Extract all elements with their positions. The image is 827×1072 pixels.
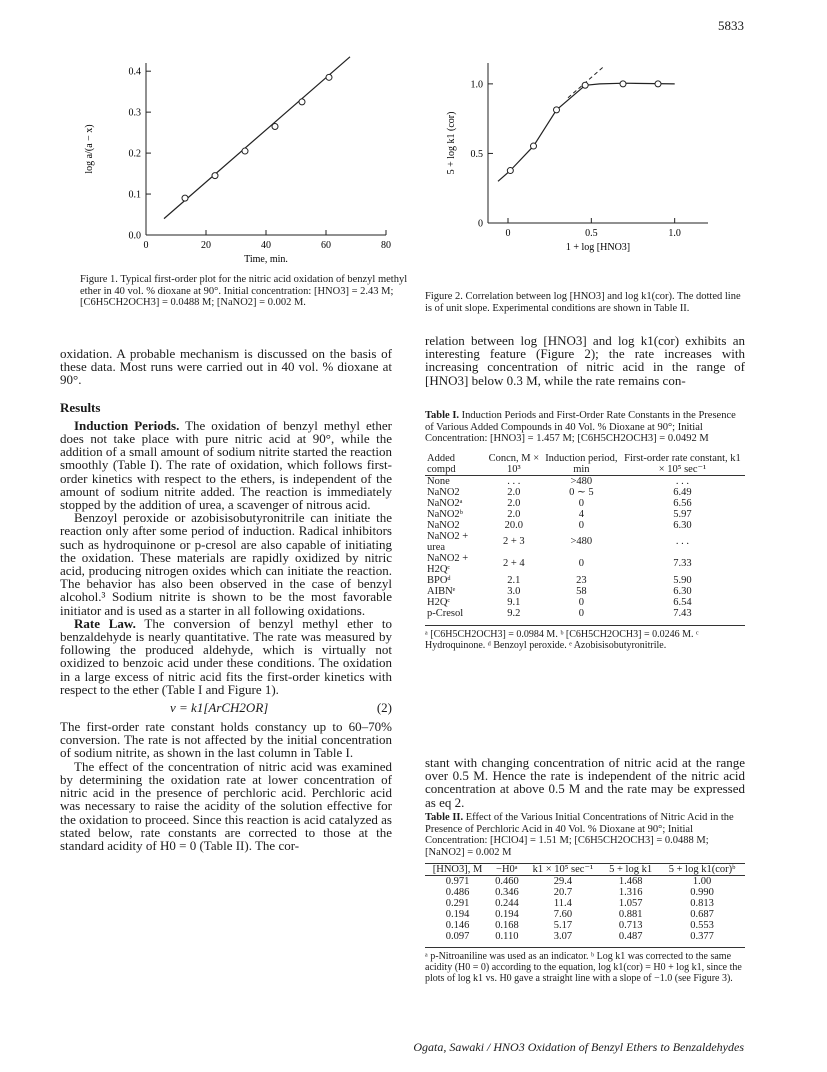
table-1-cell: 9.2 bbox=[507, 607, 521, 619]
table-2-cell: 0.194 bbox=[495, 909, 519, 920]
fit-line bbox=[164, 57, 350, 219]
table-1-cell: 0 bbox=[578, 497, 584, 509]
constant-paragraph: stant with changing concentration of nitric acid at the range over 0.5 M. Hence the rate is independent of the nitric acid concentration at above 0.5 M and the rate may be expressed as eq 2. bbox=[425, 755, 745, 810]
table-1-cell: >480 bbox=[570, 475, 593, 487]
table-2-cell: 0.346 bbox=[495, 887, 519, 898]
table-1-cell: 58 bbox=[576, 585, 587, 597]
table-row bbox=[425, 487, 745, 498]
ratelaw-heading: Rate Law. bbox=[74, 615, 136, 631]
dotted-line bbox=[568, 66, 605, 98]
page-number: 5833 bbox=[718, 18, 744, 33]
induction-paragraph bbox=[60, 419, 392, 511]
y-tick-label: 0.3 bbox=[128, 107, 141, 119]
table-1-cell: 2 + 4 bbox=[503, 558, 525, 569]
table-2-cell: 0.486 bbox=[445, 887, 470, 898]
equation-text: v = k1[ArCH2OR] bbox=[170, 700, 269, 716]
table-2-cell: 1.057 bbox=[618, 898, 643, 909]
table-2-cell: 0.990 bbox=[690, 887, 714, 898]
table-2-cell: 11.4 bbox=[553, 898, 572, 909]
running-footer: Ogata, Sawaki / HNO3 Oxidation of Benzyl Ethers to Benzaldehydes bbox=[413, 1040, 744, 1054]
data-point bbox=[531, 143, 537, 149]
ratelaw-paragraph bbox=[60, 617, 392, 696]
data-point bbox=[620, 81, 626, 87]
firstorder-paragraph: The first-order rate constant holds constancy up to 60–70% conversion. The rate is not affected by the initial concentration of sodium nitrite, as shown in the last column in Table I. bbox=[60, 719, 392, 761]
table-2-header-0: [HNO3], M bbox=[432, 864, 483, 875]
x-tick-label: 0.5 bbox=[585, 228, 598, 239]
table-2-cell: 1.468 bbox=[618, 876, 643, 887]
table-2-header-2: k1 × 10⁵ sec⁻¹ bbox=[532, 864, 594, 875]
results-heading: Results bbox=[60, 399, 101, 415]
table-1-cell: BPOᵈ bbox=[427, 574, 451, 586]
table-1-cell: 23 bbox=[576, 574, 587, 586]
data-point bbox=[272, 123, 278, 129]
table-1 bbox=[425, 410, 745, 651]
x-tick-label: 1.0 bbox=[668, 228, 681, 239]
induction-heading: Induction Periods. bbox=[74, 417, 180, 433]
data-point bbox=[554, 107, 560, 113]
table-row bbox=[425, 608, 745, 619]
table-1-cell: 6.30 bbox=[673, 519, 692, 531]
table-2-cell: 0.110 bbox=[495, 931, 519, 942]
y-tick-label: 0.4 bbox=[128, 66, 141, 78]
table-1-cell: . . . bbox=[675, 536, 690, 547]
table-1-cell: 5.90 bbox=[673, 574, 692, 586]
table-row bbox=[425, 887, 745, 898]
table-1-cell: None bbox=[427, 475, 450, 487]
table-1-cell: 9.1 bbox=[507, 596, 521, 608]
table-row bbox=[425, 520, 745, 531]
solid-curve bbox=[498, 83, 675, 181]
table-1-cell: NaNO2 bbox=[427, 486, 460, 498]
table-2-cell: 0.813 bbox=[690, 898, 714, 909]
x-tick-label: 80 bbox=[381, 240, 391, 251]
table-2 bbox=[425, 812, 745, 984]
table-row bbox=[425, 531, 745, 553]
table-1-cell: 2.1 bbox=[507, 574, 521, 586]
table-1-cell: 6.49 bbox=[673, 486, 692, 498]
data-point bbox=[182, 195, 188, 201]
table-2-footnote: ᵃ p-Nitroaniline was used as an indicator. ᵇ Log k1 was corrected to the same acidity (H0 = 0) according to the equation, log k1(cor) = H0 + log k1, since the plots of log k1 vs. H0 gave a straight line with a slope of −1.0 (see Figure 3). bbox=[425, 947, 745, 984]
right-column-top bbox=[425, 334, 745, 387]
table-1-cell: 2 + 3 bbox=[503, 536, 525, 547]
table-2-cell: 0.553 bbox=[690, 920, 714, 931]
table-1-cell: NaNO2ᵃ bbox=[427, 497, 463, 509]
table-1-cell: 20.0 bbox=[504, 519, 524, 531]
y-tick-label: 0.0 bbox=[128, 230, 141, 242]
table-row bbox=[425, 909, 745, 920]
table-2-cell: 0.377 bbox=[690, 931, 714, 942]
figure-2-caption: Figure 2. Correlation between log [HNO3] and log k1(cor). The dotted line is of unit slope. Experimental conditions are shown in Table II. bbox=[425, 291, 741, 314]
table-1-header-3: First-order rate constant, k1 × 10⁵ sec⁻¹ bbox=[624, 452, 741, 475]
intro-paragraph: oxidation. A probable mechanism is discussed on the basis of these data. Most runs were carried out in 40 vol. % dioxane at 90°. bbox=[60, 346, 392, 388]
table-1-cell: 6.30 bbox=[673, 585, 692, 597]
table-1-cell: NaNO2 + H2Qᶜ bbox=[427, 552, 469, 575]
left-column bbox=[60, 347, 392, 852]
table-1-cell: 2.0 bbox=[507, 497, 521, 509]
table-2-caption: Table II. Effect of the Various Initial Concentrations of Nitric Acid in the Presence of Perchloric Acid in 40 Vol. % Dioxane at 90°; Initial Concentration: [HClO4] = 1.51 M; [C6H5CH2OCH3] = 0.0488 M; [NaNO2] = 0.002 M bbox=[425, 812, 734, 858]
equation-2 bbox=[60, 696, 392, 720]
table-1-footnote: ᵃ [C6H5CH2OCH3] = 0.0984 M. ᵇ [C6H5CH2OCH3] = 0.0246 M. ᶜ Hydroquinone. ᵈ Benzoyl peroxide. ᵉ Azobisisobutyronitrile. bbox=[425, 625, 745, 651]
x-axis-label: Time, min. bbox=[244, 254, 288, 265]
table-1-cell: 0 ∼ 5 bbox=[569, 486, 594, 498]
table-row bbox=[425, 931, 745, 942]
x-tick-label: 0 bbox=[505, 228, 511, 239]
table-row bbox=[425, 575, 745, 586]
table-1-cell: 3.0 bbox=[507, 585, 521, 597]
table-1-cell: 2.0 bbox=[507, 486, 521, 498]
table-2-cell: 0.713 bbox=[618, 920, 643, 931]
table-1-cell: 7.33 bbox=[673, 558, 692, 569]
right-column-mid bbox=[425, 756, 745, 809]
table-1-caption: Table I. Induction Periods and First-Order Rate Constants in the Presence of Various Added Compounds in 40 Vol. % Dioxane at 90°; Initial Concentration: [HNO3] = 1.457 M; [C6H5CH2OCH3] = 0.0492 M bbox=[425, 410, 736, 444]
table-1-cell: NaNO2 + urea bbox=[427, 530, 469, 553]
table-1-cell: 4 bbox=[578, 508, 584, 520]
table-2-cell: 0.168 bbox=[495, 920, 519, 931]
benzoyl-paragraph: Benzoyl peroxide or azobisisobutyronitrile can initiate the reaction only after some period of induction. Radical inhibitors such as hydroquinone or p-cresol are also capable of initiating the oxidation. These materials are rapidly oxidized by nitric acid, producing nitrogen oxides which can initiate the reaction. The behavior has also been observed in the case of benzyl alcohol.³ Sodium nitrite is shown to be the most favorable initiator and is used as a starter in all following oxidations. bbox=[60, 510, 392, 618]
figure-2-plot bbox=[440, 55, 740, 270]
table-2-header-1: −H0ᵃ bbox=[496, 864, 518, 875]
table-2-cell: 0.687 bbox=[690, 909, 714, 920]
data-point bbox=[326, 74, 332, 80]
y-tick-label: 0.1 bbox=[128, 189, 141, 201]
table-row bbox=[425, 475, 745, 487]
table-2-grid bbox=[425, 863, 745, 942]
table-2-cell: 0.146 bbox=[445, 920, 470, 931]
data-point bbox=[582, 82, 588, 88]
table-row bbox=[425, 920, 745, 931]
x-tick-label: 40 bbox=[261, 240, 271, 251]
table-2-cell: 29.4 bbox=[553, 876, 573, 887]
figure-1-plot bbox=[80, 55, 410, 275]
correlation-paragraph: relation between log [HNO3] and log k1(cor) exhibits an interesting feature (Figure 2); the rate increases with increasing concentration of nitric acid in the range of [HNO3] below 0.3 M, while the rate remains con- bbox=[425, 333, 745, 388]
table-1-grid bbox=[425, 453, 745, 619]
ratelaw-text: The conversion of benzyl methyl ether to benzaldehyde is nearly quantitative. The rate was measured by following the produced aldehyde, which is virtually not oxidized to benzoic acid under these conditions. The oxidation in a large excess of nitric acid fits the first-order kinetics with respect to the ether (Table I and Figure 1). bbox=[60, 615, 392, 697]
table-2-cell: 1.316 bbox=[618, 887, 643, 898]
table-row bbox=[425, 509, 745, 520]
table-row bbox=[425, 898, 745, 909]
table-2-cell: 0.487 bbox=[618, 931, 643, 942]
x-axis-label: 1 + log [HNO3] bbox=[565, 242, 631, 253]
table-1-cell: . . . bbox=[507, 475, 521, 487]
induction-text: The oxidation of benzyl methyl ether does not take place with pure nitric acid at 90°, while the addition of a small amount of sodium nitrite started the reaction smoothly (Table I). The rate of oxidation, which follows first-order kinetics with respect to the ethers, is independent of the amount of sodium nitrite added. The reaction is immediately stopped by the addition of urea, a scavenger of nitrous acid. bbox=[60, 417, 392, 513]
table-1-cell: >480 bbox=[570, 536, 593, 547]
data-point bbox=[299, 99, 305, 105]
table-1-cell: 0 bbox=[578, 607, 584, 619]
effect-paragraph: The effect of the concentration of nitric acid was examined by determining the oxidation rate at lower concentration of nitric acid in the presence of perchloric acid. Perchloric acid was necessary to raise the acidity of the solution effective for the oxidation to proceed. Since this reaction is acid catalyzed as stated below, rate constants are corrected to those at the standard acidity of H0 = 0 (Table II). The cor- bbox=[60, 758, 392, 853]
table-2-cell: 0.460 bbox=[495, 876, 519, 887]
table-1-cell: NaNO2 bbox=[427, 519, 460, 531]
table-1-cell: H2Qᶜ bbox=[427, 596, 451, 608]
y-tick-label: 0.2 bbox=[128, 148, 141, 160]
table-1-header-1: Concn, M × 10³ bbox=[488, 452, 540, 475]
figure-1-caption: Figure 1. Typical first-order plot for the nitric acid oxidation of benzyl methyl ether in 40 vol. % dioxane at 90°. Initial concentration: [HNO3] = 2.43 M; [C6H5CH2OCH3] = 0.0488 M; [NaNO2] = 0.002 M. bbox=[80, 274, 408, 308]
table-1-cell: 6.56 bbox=[673, 497, 692, 509]
table-row bbox=[425, 498, 745, 509]
table-1-cell: 0 bbox=[578, 596, 584, 608]
table-1-cell: 0 bbox=[578, 558, 584, 569]
table-1-cell: 2.0 bbox=[507, 508, 521, 520]
table-row bbox=[425, 553, 745, 575]
table-row bbox=[425, 586, 745, 597]
table-1-header-2: Induction period, min bbox=[545, 452, 618, 475]
table-2-cell: 0.244 bbox=[495, 898, 519, 909]
data-point bbox=[212, 173, 218, 179]
y-tick-label: 0 bbox=[478, 218, 483, 230]
table-2-cell: 0.291 bbox=[445, 898, 470, 909]
table-1-cell: p-Cresol bbox=[427, 607, 464, 619]
table-2-cell: 1.00 bbox=[692, 876, 712, 887]
table-2-header-4: 5 + log k1(cor)ᵇ bbox=[668, 864, 736, 875]
table-2-cell: 0.971 bbox=[445, 876, 470, 887]
table-1-cell: 0 bbox=[578, 519, 584, 531]
x-tick-label: 20 bbox=[201, 240, 211, 251]
table-2-cell: 5.17 bbox=[553, 920, 573, 931]
table-1-cell: 5.97 bbox=[673, 508, 692, 520]
table-1-header-0: Added compd bbox=[427, 452, 456, 475]
table-2-cell: 0.097 bbox=[445, 931, 470, 942]
data-point bbox=[507, 168, 513, 174]
table-2-cell: 7.60 bbox=[553, 909, 573, 920]
table-2-header-3: 5 + log k1 bbox=[609, 864, 653, 875]
table-row bbox=[425, 597, 745, 608]
table-1-cell: NaNO2ᵇ bbox=[427, 508, 463, 520]
table-2-cell: 0.194 bbox=[445, 909, 470, 920]
table-1-cell: AIBNᵉ bbox=[427, 585, 456, 597]
table-2-cell: 0.881 bbox=[618, 909, 643, 920]
y-axis-label: log a/(a − x) bbox=[84, 124, 95, 174]
data-point bbox=[655, 81, 661, 87]
table-1-cell: . . . bbox=[675, 475, 690, 487]
table-row bbox=[425, 876, 745, 888]
table-2-cell: 3.07 bbox=[553, 931, 573, 942]
y-axis-label: 5 + log k1 (cor) bbox=[446, 111, 457, 175]
y-tick-label: 1.0 bbox=[470, 79, 483, 91]
data-point bbox=[242, 148, 248, 154]
y-tick-label: 0.5 bbox=[470, 148, 483, 160]
table-2-cell: 20.7 bbox=[553, 887, 573, 898]
x-tick-label: 60 bbox=[321, 240, 331, 251]
table-1-cell: 7.43 bbox=[673, 607, 692, 619]
table-1-cell: 6.54 bbox=[673, 596, 692, 608]
x-tick-label: 0 bbox=[143, 240, 149, 251]
equation-number: (2) bbox=[376, 700, 392, 716]
